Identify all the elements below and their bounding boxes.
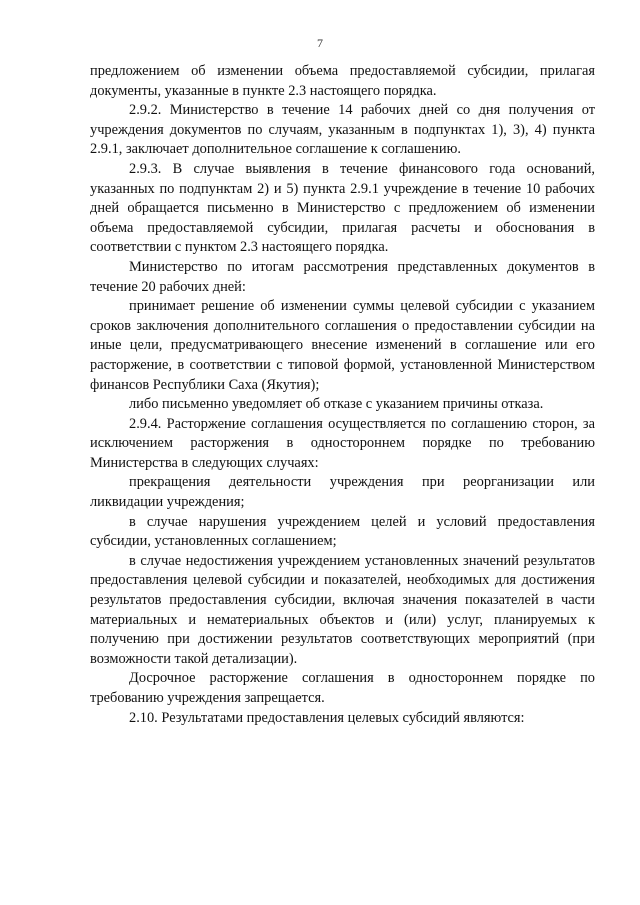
paragraph: 2.9.2. Министерство в течение 14 рабочих дней со дня получения от учреждения документов по случаям, указанным в подпунктах 1), 3), 4) пункта 2.9.1, заключает дополнительное соглашение к соглашению.: [90, 102, 595, 158]
paragraph: принимает решение об изменении суммы целевой субсидии с указанием сроков заключения дополнительного соглашения о предоставлении субсидии на иные цели, предусматривающего внесение изменений в соглашение или его расторжение, в соответствии с типовой формой, установленной Министерством финансов Республики Саха (Якутия);: [90, 298, 595, 393]
paragraph: Министерство по итогам рассмотрения представленных документов в течение 20 рабочих дней:: [90, 258, 595, 295]
paragraph: 2.9.3. В случае выявления в течение финансового года оснований, указанных по подпунктам 2) и 5) пункта 2.9.1 учреждение в течение 10 рабочих дней обращается письменно в Министерство с предложением об изменении объема предоставляемой субсидии, прилагая расчеты и обоснования в соответствии с пунктом 2.3 настоящего порядка.: [90, 160, 595, 256]
paragraph: либо письменно уведомляет об отказе с указанием причины отказа.: [129, 396, 544, 413]
paragraph: прекращения деятельности учреждения при реорганизации или ликвидации учреждения;: [90, 474, 595, 511]
page-number: 7: [317, 36, 323, 50]
document-body: [90, 62, 595, 728]
paragraph: предложением об изменении объема предоставляемой субсидии, прилагая документы, указанные в пункте 2.3 настоящего порядка.: [90, 63, 595, 99]
paragraph: в случае недостижения учреждением установленных значений результатов предоставления целевой субсидии и показателей, необходимых для достижения результатов предоставления субсидии, включая значения показателей в части материальных и нематериальных объектов и (или) услуг, планируемых к получению при достижении результатов соответствующих мероприятий (при возможности такой детализации).: [90, 552, 595, 667]
paragraph: в случае нарушения учреждением целей и условий предоставления субсидии, установленных соглашением;: [90, 513, 595, 550]
paragraph: 2.9.4. Расторжение соглашения осуществляется по соглашению сторон, за исключением расторжения в одностороннем порядке по требованию Министерства в следующих случаях:: [90, 415, 595, 471]
paragraph: Досрочное расторжение соглашения в одностороннем порядке по требованию учреждения запрещается.: [90, 670, 595, 706]
paragraph: 2.10. Результатами предоставления целевых субсидий являются:: [129, 709, 525, 726]
